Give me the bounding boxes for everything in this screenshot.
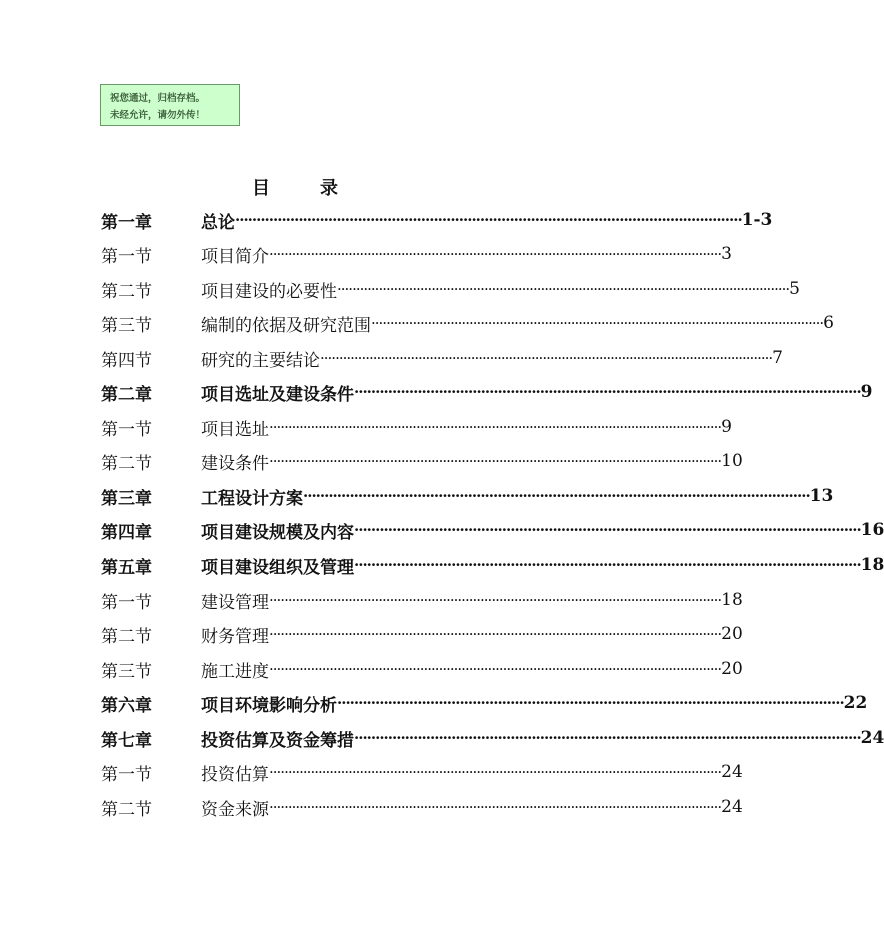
toc-entry-label: 第五章 bbox=[101, 557, 152, 578]
toc-entry-page: 6 bbox=[823, 313, 834, 333]
toc-entry bbox=[101, 655, 743, 683]
toc-leader-dots: ························································································································ bbox=[320, 349, 773, 367]
toc-entry-label: 第三章 bbox=[101, 488, 152, 509]
toc-entry-page: 24 bbox=[860, 728, 884, 748]
toc-entry-label: 第一节 bbox=[101, 764, 152, 785]
toc-entry-page: 9 bbox=[860, 382, 873, 402]
toc-entry bbox=[101, 447, 743, 475]
toc-entry-page: 10 bbox=[721, 451, 743, 471]
toc-entry bbox=[101, 275, 800, 303]
toc-entry-page: 13 bbox=[809, 486, 834, 506]
toc-leader-dots: ························································································································ bbox=[269, 452, 722, 470]
toc-entry-title: 投资估算及资金筹措 bbox=[201, 730, 354, 751]
toc-entry-title: 总论 bbox=[201, 212, 235, 233]
toc-leader-dots: ························································································································ bbox=[269, 591, 722, 609]
toc-entry-page: 24 bbox=[721, 797, 743, 817]
toc-leader-dots: ························································································································ bbox=[354, 556, 861, 574]
notice-box bbox=[100, 84, 240, 126]
toc-leader-dots: ························································································································ bbox=[303, 487, 810, 505]
toc-entry-label: 第一节 bbox=[101, 246, 152, 267]
toc-leader-dots: ························································································································ bbox=[269, 625, 722, 643]
toc-entry-label: 第三节 bbox=[101, 661, 152, 682]
toc-leader-dots: ························································································································ bbox=[354, 521, 861, 539]
toc-entry-title: 项目建设的必要性 bbox=[201, 281, 337, 302]
toc-entry-label: 第三节 bbox=[101, 315, 152, 336]
toc-entry-title: 建设条件 bbox=[201, 453, 269, 474]
toc-entry-page: 5 bbox=[789, 279, 800, 299]
toc-entry-label: 第六章 bbox=[101, 695, 152, 716]
toc-entry-page: 9 bbox=[721, 417, 732, 437]
toc-entry-label: 第一节 bbox=[101, 592, 152, 613]
toc-entry-page: 22 bbox=[843, 693, 868, 713]
toc-entry-label: 第一节 bbox=[101, 419, 152, 440]
toc-entry-title: 施工进度 bbox=[201, 661, 269, 682]
toc-entry-title: 财务管理 bbox=[201, 626, 269, 647]
toc-entry-label: 第二节 bbox=[101, 281, 152, 302]
toc-entry-page: 7 bbox=[772, 348, 783, 368]
toc-entry bbox=[101, 793, 743, 821]
toc-leader-dots: ························································································································ bbox=[269, 245, 722, 263]
toc-entry bbox=[101, 413, 732, 441]
toc-entry-page: 3 bbox=[721, 244, 732, 264]
toc-entry-title: 项目环境影响分析 bbox=[201, 695, 337, 716]
toc-entry-title: 建设管理 bbox=[201, 592, 269, 613]
toc-entry-title: 项目建设规模及内容 bbox=[201, 522, 354, 543]
toc-entry-label: 第一章 bbox=[101, 212, 152, 233]
toc-entry bbox=[101, 620, 743, 648]
toc-title: 目录 bbox=[252, 178, 388, 199]
toc-leader-dots: ························································································································ bbox=[269, 418, 722, 436]
toc-entry-label: 第二节 bbox=[101, 799, 152, 820]
toc-entry-label: 第二节 bbox=[101, 626, 152, 647]
toc-entry bbox=[101, 378, 873, 406]
toc-entry bbox=[101, 309, 834, 337]
toc-leader-dots: ························································································································ bbox=[354, 729, 861, 747]
toc-entry-page: 20 bbox=[721, 624, 743, 644]
toc-entry-page: 18 bbox=[721, 590, 743, 610]
toc-entry-label: 第二节 bbox=[101, 453, 152, 474]
toc-leader-dots: ························································································································ bbox=[269, 763, 722, 781]
toc-entry bbox=[101, 724, 884, 752]
toc-entry bbox=[101, 586, 743, 614]
toc-entry-page: 24 bbox=[721, 762, 743, 782]
toc-entry-title: 资金来源 bbox=[201, 799, 269, 820]
toc-entry-label: 第四节 bbox=[101, 350, 152, 371]
toc-entry-title: 项目简介 bbox=[201, 246, 269, 267]
toc-entry-label: 第二章 bbox=[101, 384, 152, 405]
notice-line-2: 未经允许，请勿外传！ bbox=[110, 110, 206, 121]
toc-entry bbox=[101, 551, 884, 579]
notice-line-1: 祝您通过，归档存档。 bbox=[110, 93, 206, 104]
toc-entry bbox=[101, 240, 732, 268]
toc-entry-page: 20 bbox=[721, 659, 743, 679]
toc-entry bbox=[101, 516, 884, 544]
toc-leader-dots: ························································································································ bbox=[337, 280, 790, 298]
toc-leader-dots: ························································································································ bbox=[269, 660, 722, 678]
toc-leader-dots: ························································································································ bbox=[337, 694, 844, 712]
toc-entry-title: 编制的依据及研究范围 bbox=[201, 315, 371, 336]
toc-entry bbox=[101, 344, 783, 372]
toc-entry-title: 研究的主要结论 bbox=[201, 350, 320, 371]
toc-leader-dots: ························································································································ bbox=[354, 383, 861, 401]
toc-entry-title: 项目选址及建设条件 bbox=[201, 384, 354, 405]
toc-entry-title: 工程设计方案 bbox=[201, 488, 303, 509]
toc-entry-label: 第四章 bbox=[101, 522, 152, 543]
toc-leader-dots: ························································································································ bbox=[371, 314, 824, 332]
toc-entry bbox=[101, 206, 773, 234]
toc-entry-title: 项目选址 bbox=[201, 419, 269, 440]
toc-entry bbox=[101, 482, 834, 510]
toc-leader-dots: ························································································································ bbox=[269, 798, 722, 816]
toc-entry-label: 第七章 bbox=[101, 730, 152, 751]
toc-entry-title: 投资估算 bbox=[201, 764, 269, 785]
toc-entry-page: 18 bbox=[860, 555, 884, 575]
toc-entry-page: 16 bbox=[860, 520, 884, 540]
toc-entry bbox=[101, 689, 868, 717]
toc-leader-dots: ························································································································ bbox=[235, 211, 742, 229]
toc-entry bbox=[101, 758, 743, 786]
toc-entry-page: 1-3 bbox=[741, 210, 773, 230]
toc-entry-title: 项目建设组织及管理 bbox=[201, 557, 354, 578]
